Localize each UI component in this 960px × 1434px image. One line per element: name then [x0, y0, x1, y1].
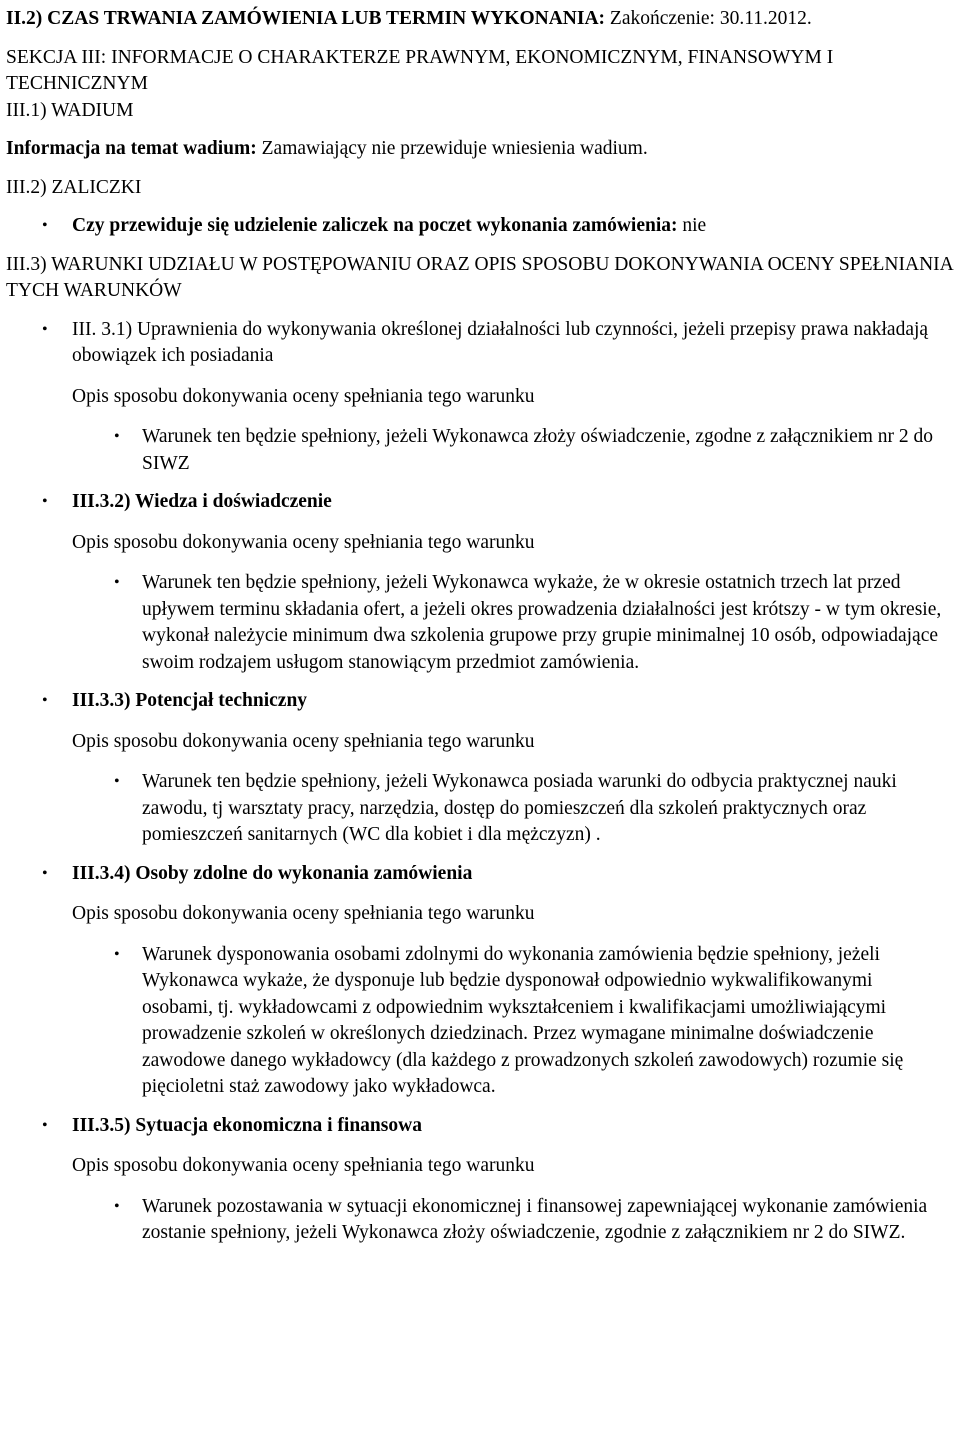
zaliczki-answer: nie: [682, 215, 707, 236]
warunek-detail: [6, 570, 954, 676]
zaliczki-item: [6, 213, 954, 240]
section-ii2: [6, 6, 954, 33]
warunek-detail-text: Warunek pozostawania w sytuacji ekonomicznej i finansowej zapewniającej wykonanie zamówienia zostanie spełniony, jeżeli Wykonawca złoży oświadczenie, zgodnie z załącznikiem nr 2 do SIWZ.: [142, 1195, 928, 1243]
warunek-title: III. 3.1) Uprawnienia do wykonywania określonej działalności lub czynności, jeżeli przepisy prawa nakładają obowiązek ich posiadania: [72, 318, 929, 366]
warunek-detail: [6, 769, 954, 849]
warunek-detail-text: Warunek dysponowania osobami zdolnymi do wykonania zamówienia będzie spełniony, jeżeli Wykonawca wykaże, że dysponuje lub będzie dysponował odpowiednio wykwalifikowanymi osobami, tj. wykładowcami z odpowiednim wykształceniem i kwalifikacjami umożliwiającymi prowadzenie szkoleń w określonych dziedzinach. Przez wymagane minimalne doświadczenie zawodowe danego wykładowcy (dla każdego z prowadzonych szkoleń zawodowych) rozumie się pięcioletni staż zawodowy jako wykładowca.: [142, 943, 904, 1097]
warunek-detail-list: [6, 769, 954, 849]
zaliczki-question: Czy przewiduje się udzielenie zaliczek na poczet wykonania zamówienia:: [72, 215, 678, 236]
warunek-detail-list: [6, 424, 954, 477]
bullet-icon: •: [42, 864, 48, 882]
desc-label: Opis sposobu dokonywania oceny spełniania tego warunku: [72, 730, 535, 752]
warunek-detail: [6, 424, 954, 477]
warunek-detail: [6, 1194, 954, 1247]
wadium-info: [6, 136, 954, 163]
desc-label: Opis sposobu dokonywania oceny spełniania tego warunku: [72, 1155, 535, 1176]
section-ii2-value: Zakończenie: 30.11.2012.: [609, 8, 812, 29]
warunki-list: [6, 317, 954, 370]
warunek-item: [6, 688, 954, 715]
warunek-item: [6, 317, 954, 370]
warunki-heading: III.3) WARUNKI UDZIAŁU W POSTĘPOWANIU ORAZ OPIS SPOSOBU DOKONYWANIA OCENY SPEŁNIANIA TYCH WARUNKÓW: [6, 253, 953, 301]
warunki-list: [6, 1113, 954, 1140]
bullet-icon: •: [114, 574, 120, 591]
warunek-detail-text: Warunek ten będzie spełniony, jeżeli Wykonawca złoży oświadczenie, zgodne z załącznikiem nr 2 do SIWZ: [142, 426, 934, 474]
bullet-icon: •: [114, 428, 120, 445]
warunek-title: III.3.2) Wiedza i doświadczenie: [72, 491, 332, 512]
warunek-item: [6, 861, 954, 888]
bullet-icon: •: [114, 945, 120, 963]
warunek-title: III.3.5) Sytuacja ekonomiczna i finansowa: [72, 1114, 422, 1136]
warunki-list: [6, 861, 954, 888]
bullet-icon: •: [42, 1116, 48, 1134]
bullet-icon: •: [42, 320, 48, 338]
warunek-detail-text: Warunek ten będzie spełniony, jeżeli Wykonawca posiada warunki do odbycia praktycznej nauki zawodu, tj warsztaty pracy, narzędzia, dostęp do pomieszczeń dla szkoleń praktycznych oraz pomieszczeń sanitarnych (WC dla kobiet i dla mężczyzn) .: [142, 771, 897, 845]
bullet-icon: •: [42, 692, 48, 709]
zaliczki-list: [6, 213, 954, 240]
desc-label: Opis sposobu dokonywania oceny spełniania tego warunku: [72, 903, 535, 924]
warunki-list: [6, 489, 954, 516]
warunek-detail-list: [6, 1194, 954, 1247]
wadium-heading: III.1) WADIUM: [6, 99, 134, 121]
bullet-icon: •: [114, 773, 120, 790]
warunek-detail-text: Warunek ten będzie spełniony, jeżeli Wykonawca wykaże, że w okresie ostatnich trzech lat przed upływem terminu składania ofert, a jeżeli okres prowadzenia działalności jest krótszy - w tym okresie, wykonał należycie minimum dwa szkolenia grupowe przy grupie minimalnej 10 osób, odpowiadające swoim rodzajem usługom stanowiącym przedmiot zamówienia.: [142, 572, 942, 673]
section-iii-title: SEKCJA III: INFORMACJE O CHARAKTERZE PRAWNYM, EKONOMICZNYM, FINANSOWYM I TECHNICZNYM: [6, 46, 834, 94]
bullet-icon: •: [42, 217, 48, 234]
wadium-label: Informacja na temat wadium:: [6, 138, 257, 159]
zaliczki-heading: III.2) ZALICZKI: [6, 176, 142, 198]
bullet-icon: •: [42, 493, 48, 510]
warunek-item: [6, 1113, 954, 1140]
desc-label: Opis sposobu dokonywania oceny spełniania tego warunku: [72, 531, 535, 553]
warunki-list: [6, 688, 954, 715]
bullet-icon: •: [114, 1197, 120, 1215]
warunek-title: III.3.3) Potencjał techniczny: [72, 690, 308, 711]
warunek-item: [6, 489, 954, 516]
warunek-title: III.3.4) Osoby zdolne do wykonania zamówienia: [72, 862, 473, 884]
warunek-detail: [6, 942, 954, 1101]
warunek-detail-list: [6, 942, 954, 1101]
section-ii2-label: II.2) CZAS TRWANIA ZAMÓWIENIA LUB TERMIN WYKONANIA:: [6, 8, 606, 29]
wadium-value: Zamawiający nie przewiduje wniesienia wadium.: [261, 138, 648, 159]
desc-label: Opis sposobu dokonywania oceny spełniania tego warunku: [72, 385, 535, 407]
warunek-detail-list: [6, 570, 954, 676]
